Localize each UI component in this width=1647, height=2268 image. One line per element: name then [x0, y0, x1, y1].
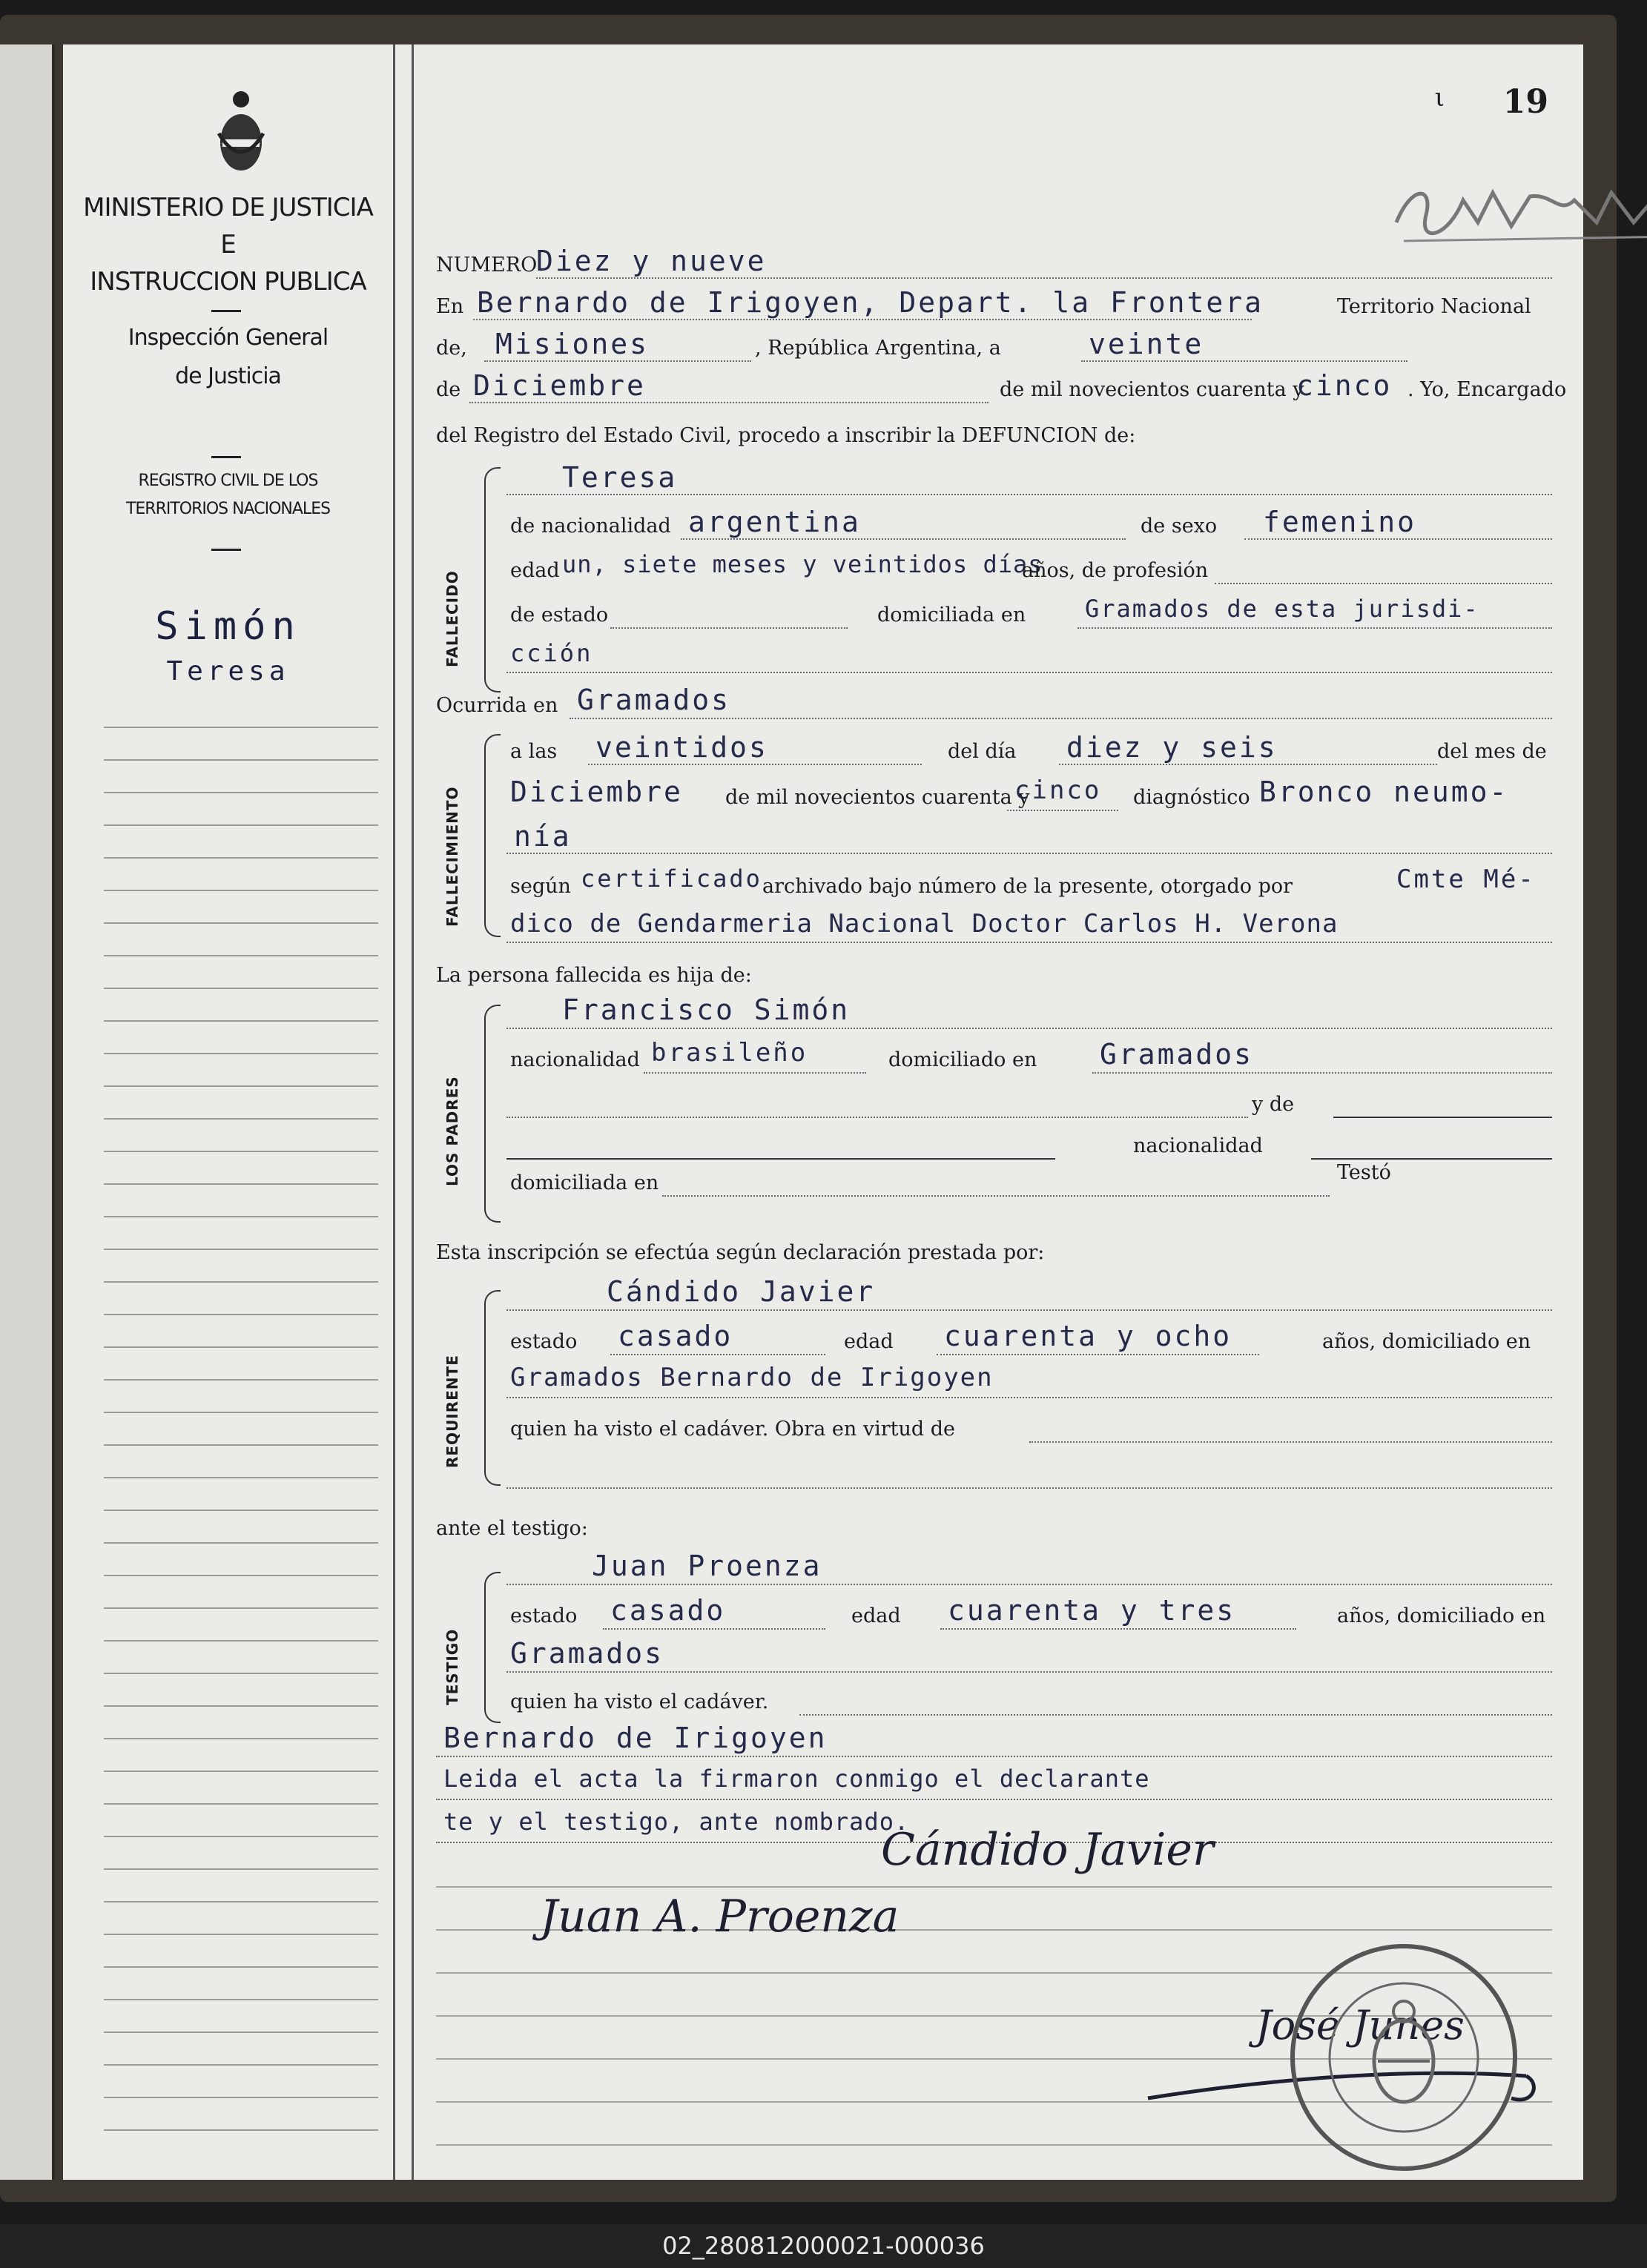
label-nacionalidad: de nacionalidad: [510, 515, 671, 538]
label-visto-requirente: quien ha visto el cadáver. Obra en virtud de: [510, 1418, 956, 1441]
margin-rule: [104, 1281, 378, 1283]
value-domicilio-testigo: Gramados: [510, 1637, 664, 1670]
value-dia: veinte: [1089, 328, 1204, 360]
fill-line: [940, 1628, 1296, 1630]
label-profesion: años, de profesión: [1022, 559, 1209, 582]
label-domiciliada: domiciliada en: [877, 604, 1026, 626]
brace: [484, 1005, 501, 1223]
fill-line: [506, 853, 1552, 854]
cierre-line-2: Leida el acta la firmaron conmigo el declarante: [443, 1765, 1150, 1793]
fill-line: [506, 942, 1552, 943]
margin-rule: [104, 1673, 378, 1674]
margin-rule: [104, 955, 378, 956]
fill-line: [603, 1628, 825, 1630]
fill-line: [799, 1714, 1552, 1716]
page-number: 19: [1502, 83, 1548, 121]
section-label-fallecido: FALLECIDO: [443, 570, 461, 667]
value-domicilio-padre: Gramados: [1100, 1038, 1254, 1071]
fill-line: [536, 277, 1552, 279]
margin-rule: [104, 792, 378, 793]
margin-rule: [104, 2129, 378, 2131]
fill-line: [469, 402, 988, 403]
margin-rule: [104, 759, 378, 761]
margin-rule: [104, 1738, 378, 1739]
registry-line-2: TERRITORIOS NACIONALES: [125, 500, 331, 518]
fill-line: [681, 538, 1126, 540]
fill-line: [1007, 810, 1118, 811]
margin-surname: Simón: [155, 604, 301, 649]
fill-line: [506, 672, 1552, 673]
label-y-de: y de: [1252, 1093, 1295, 1116]
label-archivado: archivado bajo número de la presente, otorgado por: [762, 875, 1293, 898]
margin-rule: [104, 824, 378, 826]
label-estado-requirente: estado: [510, 1330, 578, 1353]
fill-line: [506, 1309, 1552, 1311]
signature-requirente: Cándido Javier: [881, 1824, 1214, 1876]
fill-line: [1215, 583, 1552, 584]
margin-rule: [104, 1314, 378, 1315]
margin-rule: [104, 1575, 378, 1576]
value-anio-fallecimiento: cinco: [1014, 776, 1102, 805]
fill-line: [436, 1799, 1552, 1800]
registro-text: del Registro del Estado Civil, procedo a inscribir la DEFUNCION de:: [436, 424, 1136, 447]
fill-line: [506, 1117, 1248, 1118]
margin-rule: [104, 1477, 378, 1478]
cierre-line-1: Bernardo de Irigoyen: [443, 1722, 828, 1754]
registry-heading: [63, 467, 393, 523]
label-nacionalidad-madre: nacionalidad: [1133, 1134, 1263, 1157]
value-lugar: Bernardo de Irigoyen, Depart. la Frontera: [477, 286, 1264, 319]
label-testo: Testó: [1337, 1161, 1391, 1184]
fill-line: [610, 627, 848, 629]
brace: [484, 734, 501, 937]
margin-rule: [104, 1868, 378, 1870]
value-testigo-nombre: Juan Proenza: [592, 1550, 822, 1582]
margin-rule: [104, 1346, 378, 1348]
label-mes: del mes de: [1437, 740, 1547, 763]
label-edad-requirente: edad: [844, 1330, 894, 1353]
value-anio: cinco: [1296, 369, 1393, 402]
margin-rule: [104, 988, 378, 989]
margin-rule: [104, 1151, 378, 1152]
value-estado-testigo: casado: [610, 1594, 726, 1627]
value-domicilio-requirente: Gramados Bernardo de Irigoyen: [510, 1363, 994, 1392]
value-mes-fallecimiento: Diciembre: [510, 776, 683, 808]
label-estado-testigo: estado: [510, 1604, 578, 1627]
margin-rule: [104, 1542, 378, 1544]
fill-line: [1092, 1072, 1552, 1074]
fill-line: [506, 1487, 1552, 1489]
value-territorio: Misiones: [495, 328, 650, 360]
label-anios-testigo: años, domiciliado en: [1337, 1604, 1546, 1627]
margin-rule: [104, 1640, 378, 1642]
label-edad: edad: [510, 559, 560, 582]
fill-line: [506, 1158, 1055, 1160]
testigo-intro: ante el testigo:: [436, 1517, 588, 1540]
margin-rule: [104, 1444, 378, 1446]
fill-line: [610, 1354, 825, 1355]
label-domiciliado-padre: domiciliado en: [888, 1048, 1037, 1071]
label-hora: a las: [510, 740, 558, 763]
fill-line: [662, 1195, 1330, 1197]
label-yo: . Yo, Encargado: [1407, 378, 1567, 401]
margin-rule: [104, 857, 378, 859]
fill-line: [1081, 360, 1407, 362]
margin-rule: [104, 1216, 378, 1217]
value-diagnostico-cont: nía: [514, 820, 572, 853]
inspection-line-1: Inspección General: [128, 325, 329, 351]
label-visto-testigo: quien ha visto el cadáver.: [510, 1690, 769, 1713]
ministry-line-2: E: [220, 230, 236, 259]
label-republica: , República Argentina, a: [755, 337, 1001, 360]
value-mes: Diciembre: [473, 369, 646, 402]
archive-caption: 02_280812000021-000036: [0, 2224, 1647, 2268]
main-rule: [436, 1886, 1552, 1888]
label-nacionalidad-padre: nacionalidad: [510, 1048, 640, 1071]
fill-line: [570, 718, 1552, 719]
tick-mark: ι: [1434, 83, 1445, 113]
value-dia-fallecimiento: diez y seis: [1066, 731, 1278, 764]
label-sexo: de sexo: [1141, 515, 1218, 538]
label-anio: de mil novecientos cuarenta y: [1000, 378, 1304, 401]
fill-line: [506, 1584, 1552, 1585]
margin-column: [63, 44, 395, 2180]
label-anios-requirente: años, domiciliado en: [1322, 1330, 1531, 1353]
value-estado-requirente: casado: [618, 1320, 733, 1352]
label-segun: según: [510, 875, 571, 898]
registry-seal-icon: [1285, 1939, 1522, 2176]
section-label-fallecimiento: FALLECIMIENTO: [443, 786, 461, 927]
margin-rule: [104, 1901, 378, 1902]
label-edad-testigo: edad: [851, 1604, 901, 1627]
margin-rule: [104, 1705, 378, 1707]
divider: [211, 456, 241, 458]
label-ocurrida: Ocurrida en: [436, 694, 558, 717]
value-ocurrida: Gramados: [577, 684, 731, 716]
label-domiciliada-madre: domiciliada en: [510, 1171, 659, 1194]
margin-rule: [104, 2064, 378, 2066]
registry-line-1: REGISTRO CIVIL DE LOS: [138, 472, 318, 490]
section-label-padres: LOS PADRES: [443, 1076, 461, 1186]
margin-rule: [104, 1771, 378, 1772]
value-edad-testigo: cuarenta y tres: [948, 1594, 1236, 1627]
fill-line: [436, 1756, 1552, 1757]
value-nombre-fallecido: Teresa: [562, 461, 678, 494]
fill-line: [506, 1397, 1552, 1398]
value-hora: veintidos: [595, 731, 768, 764]
fill-line: [588, 764, 922, 765]
divider: [211, 310, 241, 312]
label-diagnostico: diagnóstico: [1133, 786, 1250, 809]
fill-line: [1244, 538, 1552, 540]
main-column: [412, 44, 1578, 2180]
signature-testigo: Juan A. Proenza: [540, 1891, 900, 1943]
fill-line: [1311, 1158, 1552, 1160]
margin-rule: [104, 1607, 378, 1609]
ministry-line-1: MINISTERIO DE JUSTICIA: [83, 193, 373, 222]
label-territorio: Territorio Nacional: [1337, 295, 1531, 318]
value-sexo: femenino: [1263, 506, 1417, 538]
margin-rule: [104, 727, 378, 728]
fill-line: [1333, 1117, 1552, 1118]
margin-rule: [104, 2097, 378, 2098]
value-certificado: certificado: [581, 864, 762, 893]
coat-of-arms-icon: [215, 89, 267, 178]
margin-rule: [104, 1412, 378, 1413]
signature-encargado: José Junes: [1255, 2002, 1465, 2049]
value-edad: un, siete meses y veintidos días: [562, 550, 1043, 578]
margin-rule: [104, 1053, 378, 1054]
margin-rule: [104, 1085, 378, 1087]
margin-rule: [104, 1118, 378, 1120]
left-page-edge: [0, 44, 55, 2180]
inspection-heading: [63, 319, 393, 396]
fill-line: [1059, 764, 1437, 765]
label-numero: NUMERO: [436, 254, 538, 277]
brace: [484, 1290, 501, 1486]
margin-rule: [104, 1934, 378, 1935]
value-requirente-nombre: Cándido Javier: [607, 1275, 876, 1308]
pencil-annotation: [1382, 171, 1647, 252]
fill-line: [506, 494, 1552, 495]
fill-line: [937, 1354, 1259, 1355]
divider: [211, 549, 241, 551]
value-domicilio: Gramados de esta jurisdi-: [1085, 595, 1479, 623]
inspection-line-2: de Justicia: [175, 363, 281, 389]
margin-given-name: Teresa: [166, 656, 290, 687]
register-page: [63, 44, 1583, 2180]
section-label-testigo: TESTIGO: [443, 1628, 461, 1705]
value-nacionalidad-padre: brasileño: [651, 1038, 808, 1068]
margin-rule: [104, 1803, 378, 1805]
value-diagnostico: Bronco neumo-: [1259, 776, 1509, 808]
fill-line: [1029, 1441, 1552, 1443]
padres-intro: La persona fallecida es hija de:: [436, 964, 752, 987]
label-en: En: [436, 295, 464, 318]
fill-line: [506, 1028, 1552, 1029]
margin-rule: [104, 1510, 378, 1511]
margin-rule: [104, 2031, 378, 2033]
fill-line: [484, 360, 751, 362]
margin-rule: [104, 1249, 378, 1250]
value-domicilio-cont: cción: [510, 639, 593, 667]
declaracion-intro: Esta inscripción se efectúa según declaración prestada por:: [436, 1241, 1045, 1264]
label-estado: de estado: [510, 604, 609, 626]
fill-line: [473, 319, 1252, 320]
fill-line: [1077, 627, 1552, 629]
margin-rule: [104, 1379, 378, 1381]
value-otorgado: Cmte Mé-: [1396, 864, 1536, 894]
ministry-line-3: INSTRUCCION PUBLICA: [90, 267, 366, 297]
value-edad-requirente: cuarenta y ocho: [944, 1320, 1232, 1352]
label-anio-fallecimiento: de mil novecientos cuarenta y: [725, 786, 1030, 809]
brace: [484, 467, 501, 692]
margin-rule: [104, 1966, 378, 1968]
cierre-line-3: te y el testigo, ante nombrado.: [443, 1808, 910, 1836]
label-de: de,: [436, 337, 467, 360]
brace: [484, 1572, 501, 1723]
margin-rule: [104, 1020, 378, 1022]
margin-rule: [104, 922, 378, 924]
section-label-requirente: REQUIRENTE: [443, 1355, 461, 1468]
value-otorgado-cont: dico de Gendarmeria Nacional Doctor Carlos H. Verona: [510, 909, 1339, 939]
fill-line: [644, 1072, 866, 1074]
value-padre: Francisco Simón: [562, 994, 851, 1026]
margin-rule: [104, 1999, 378, 2000]
value-nacionalidad: argentina: [688, 506, 861, 538]
ministry-heading: [63, 189, 393, 300]
label-de: de: [436, 378, 461, 401]
value-numero: Diez y nueve: [536, 245, 767, 277]
margin-rule: [104, 890, 378, 891]
margin-rule: [104, 1183, 378, 1185]
fill-line: [506, 1671, 1552, 1673]
margin-rule: [104, 1836, 378, 1837]
label-dia: del día: [948, 740, 1017, 763]
